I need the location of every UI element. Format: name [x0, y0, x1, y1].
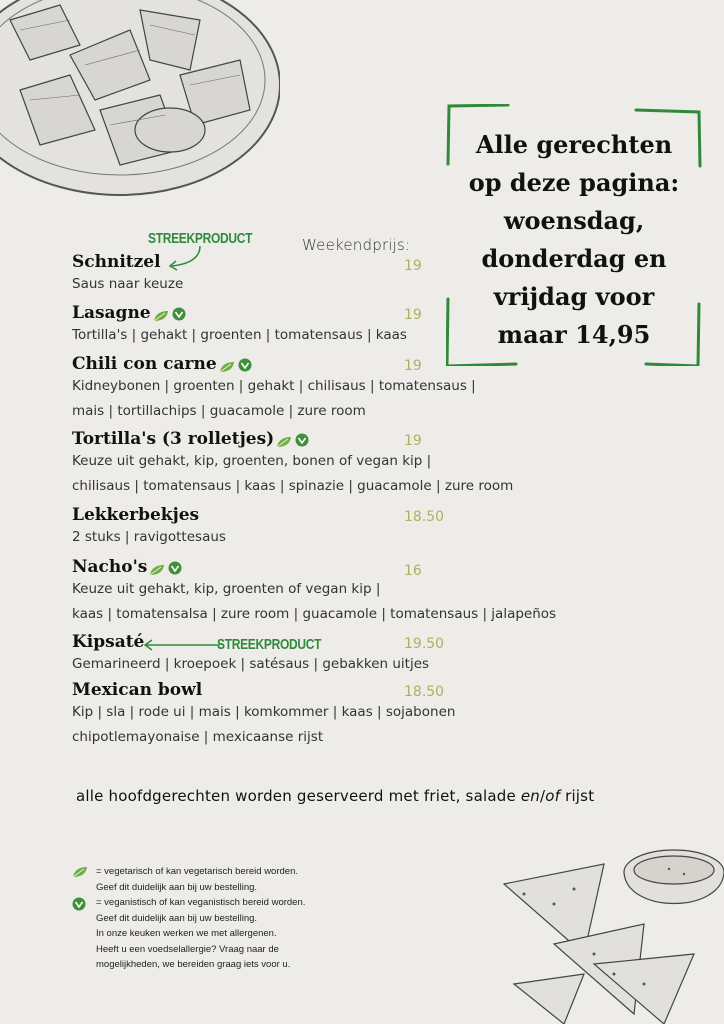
menu-item-title: Chili con carne — [72, 354, 217, 374]
leaf-icon — [149, 561, 165, 573]
menu-item-name — [72, 557, 182, 577]
vegan-icon — [72, 897, 86, 917]
menu-item-price: 19 — [404, 433, 422, 449]
vegan-icon — [172, 306, 186, 320]
menu-item — [72, 505, 226, 550]
legend-text: In onze keuken werken we met allergenen. — [96, 928, 277, 939]
legend-text: mogelijkheden, we bereiden graag iets voor u. — [96, 959, 291, 970]
weekend-price-label: Weekendprijs: — [302, 236, 411, 254]
menu-item-description: kaas | tomatensalsa | zure room | guacamole | tomatensaus | jalapeños — [72, 606, 557, 622]
leaf-icon — [72, 866, 88, 884]
plate-illustration — [0, 0, 280, 200]
menu-item-price: 19.50 — [404, 636, 445, 652]
menu-item — [72, 557, 556, 627]
legend-vegetarian — [72, 864, 305, 895]
menu-item — [72, 680, 455, 750]
nachos-illustration — [494, 834, 724, 1024]
legend-text: Heeft u een voedselallergie? Vraag naar de — [96, 943, 279, 955]
menu-item-description: Keuze uit gehakt, kip, groenten of vegan kip | — [72, 581, 381, 597]
serving-note-text: rijst — [560, 787, 595, 805]
menu-item-description: chilisaus | tomatensaus | kaas | spinazie | guacamole | zure room — [72, 478, 514, 494]
menu-item-title: Schnitzel — [72, 252, 161, 272]
promo-line: donderdag en — [481, 244, 667, 273]
menu-item — [72, 252, 183, 297]
promo-line: maar 14,95 — [497, 320, 651, 349]
menu-item-description: Keuze uit gehakt, kip, groenten, bonen of vegan kip | — [72, 453, 432, 469]
menu-item-title: Lasagne — [72, 303, 151, 323]
menu-item-price: 19 — [404, 358, 422, 374]
serving-note-em: of — [545, 787, 561, 805]
menu-item-description: chipotlemayonaise | mexicaanse rijst — [72, 729, 324, 745]
menu-item-name — [72, 680, 202, 700]
serving-note — [76, 787, 696, 805]
legend — [72, 864, 305, 973]
menu-item-price: 18.50 — [404, 509, 445, 525]
legend-text: Geef dit duidelijk aan bij uw bestelling. — [96, 881, 258, 893]
streekproduct-label: STREEKPRODUCT — [217, 635, 322, 653]
menu-item-description: Kip | sla | rode ui | mais | komkommer | kaas | sojabonen — [72, 704, 456, 720]
promo-line: vrijdag voor — [493, 282, 655, 311]
menu-item-description: 2 stuks | ravigottesaus — [72, 529, 226, 545]
streekproduct-label: STREEKPRODUCT — [148, 229, 253, 247]
leaf-icon — [219, 358, 235, 370]
legend-text: = vegetarisch of kan vegetarisch bereid worden. — [96, 866, 298, 877]
menu-item-title: Nacho's — [72, 557, 148, 577]
vegan-icon — [168, 560, 182, 574]
menu-item-name — [72, 505, 199, 525]
menu-item-price: 16 — [404, 563, 422, 579]
menu-item — [72, 429, 513, 499]
legend-text: = veganistisch of kan veganistisch bereid worden. — [96, 897, 306, 908]
promo-line: op deze pagina: — [468, 168, 680, 197]
menu-item-title: Tortilla's (3 rolletjes) — [72, 429, 275, 449]
menu-item-name — [72, 354, 252, 374]
menu-item-name — [72, 632, 144, 652]
serving-note-em: en — [520, 787, 540, 805]
promo-line: Alle gerechten — [475, 130, 673, 159]
leaf-icon — [153, 307, 169, 319]
menu-item-description: Kidneybonen | groenten | gehakt | chilisaus | tomatensaus | — [72, 378, 476, 394]
menu-item-price: 19 — [404, 258, 422, 274]
arrow-icon — [142, 638, 222, 652]
menu-item-price: 18.50 — [404, 684, 445, 700]
menu-item-name — [72, 429, 309, 449]
menu-item-title: Mexican bowl — [72, 680, 203, 700]
legend-text: Geef dit duidelijk aan bij uw bestelling. — [96, 912, 258, 924]
menu-item-name — [72, 303, 186, 323]
vegan-icon — [295, 432, 309, 446]
promo-text — [446, 126, 702, 354]
vegan-icon — [238, 357, 252, 371]
menu-item-description: mais | tortillachips | guacamole | zure room — [72, 403, 366, 419]
menu-item-price: 19 — [404, 307, 422, 323]
menu-item-title: Lekkerbekjes — [72, 505, 200, 525]
menu-item-description: Tortilla's | gehakt | groenten | tomatensaus | kaas — [72, 327, 407, 343]
leaf-icon — [276, 433, 292, 445]
menu-item-name — [72, 252, 161, 272]
serving-note-text: alle hoofdgerechten worden geserveerd met friet, salade — [76, 787, 521, 805]
menu-item-title: Kipsaté — [72, 632, 145, 652]
menu-item-description: Saus naar keuze — [72, 276, 184, 292]
menu-item — [72, 303, 407, 348]
menu-item-description: Gemarineerd | kroepoek | satésaus | gebakken uitjes — [72, 656, 430, 672]
promo-box — [446, 104, 702, 366]
legend-vegan — [72, 895, 305, 973]
promo-line: woensdag, — [503, 206, 645, 235]
serving-note-slash: / — [539, 787, 546, 805]
